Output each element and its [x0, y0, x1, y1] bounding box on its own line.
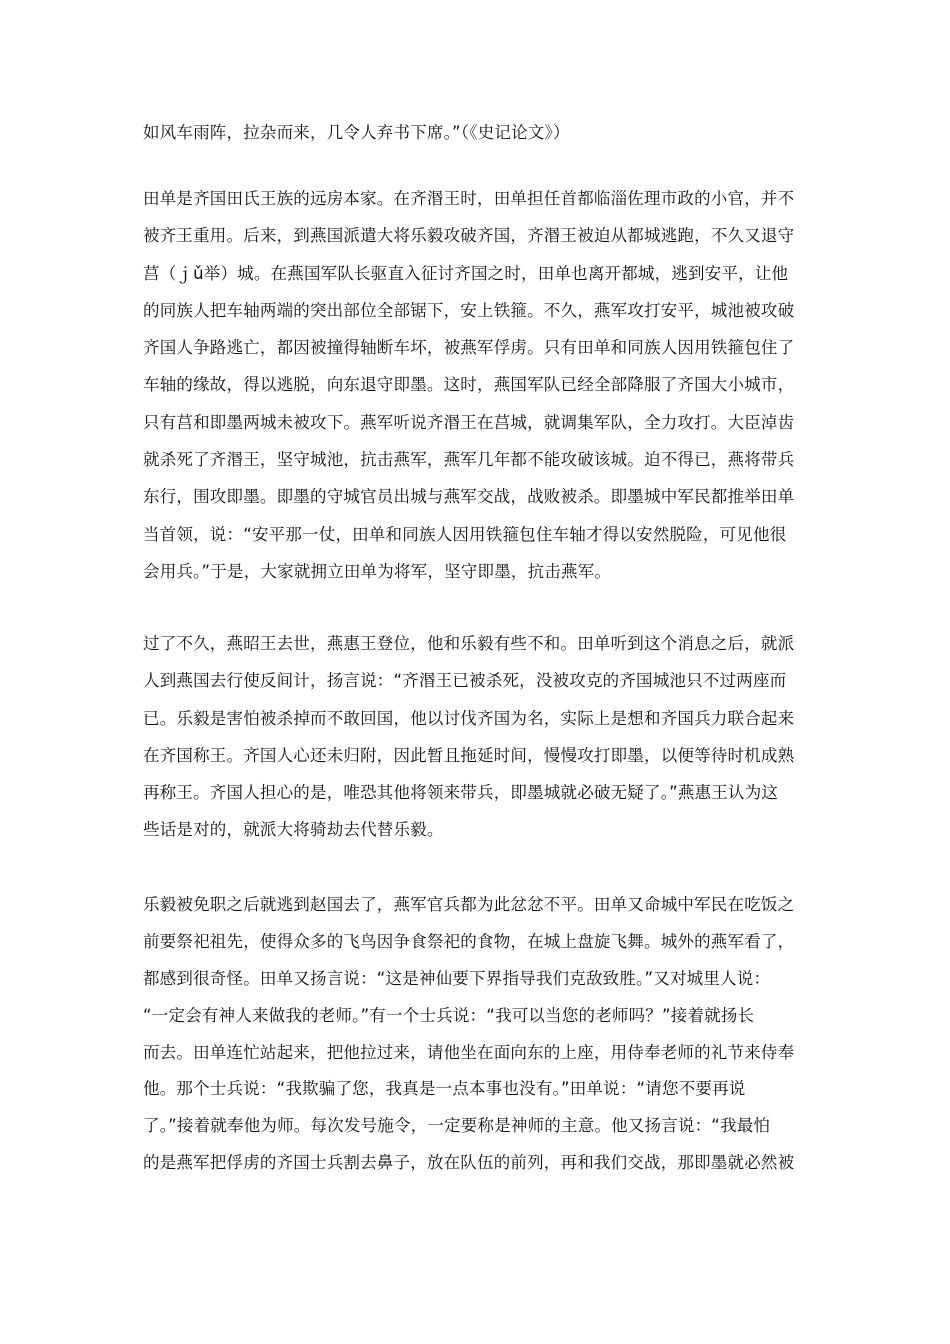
paragraph-line: 些话是对的，就派大将骑劫去代替乐毅。 [143, 820, 444, 840]
paragraph-line: 被齐王重用。后来，到燕国派遣大将乐毅攻破齐国，齐湣王被迫从都城逃跑，不久又退守 [143, 226, 795, 246]
paragraph-line: “一定会有神人来做我的老师。”有一个士兵说：“我可以当您的老师吗？”接着就扬长 [143, 1005, 755, 1025]
paragraph-line: 齐国人争路逃亡，都因被撞得轴断车坏，被燕军俘虏。只有田单和同族人因用铁箍包住了 [143, 338, 795, 358]
paragraph-line: 已。乐毅是害怕被杀掉而不敢回国，他以讨伐齐国为名，实际上是想和齐国兵力联合起来 [143, 708, 795, 728]
paragraph-line: 前要祭祀祖先，使得众多的飞鸟因争食祭祀的食物，在城上盘旋飞舞。城外的燕军看了， [143, 931, 795, 951]
paragraph-line: 而去。田单连忙站起来，把他拉过来，请他坐在面向东的上座，用侍奉老师的礼节来侍奉 [143, 1042, 795, 1062]
paragraph-line: 人到燕国去行使反间计，扬言说：“齐湣王已被杀死，没被攻克的齐国城池只不过两座而 [143, 671, 787, 691]
paragraph-line: 当首领，说：“安平那一仗，田单和同族人因用铁箍包住车轴才得以安然脱险，可见他很 [143, 524, 787, 544]
paragraph-1 [143, 180, 813, 590]
paragraph-line: 在齐国称王。齐国人心还未归附，因此暂且拖延时间，慢慢攻打即墨，以便等待时机成熟 [143, 745, 795, 765]
paragraph-line: 莒（ｊǔ举）城。在燕国军队长驱直入征讨齐国之时，田单也离开都城，逃到安平，让他 [143, 263, 789, 283]
paragraph-line: 车轴的缘故，得以逃脱，向东退守即墨。这时，燕国军队已经全部降服了齐国大小城市， [143, 375, 795, 395]
paragraph-line: 乐毅被免职之后就逃到赵国去了，燕军官兵都为此忿忿不平。田单又命城中军民在吃饭之 [143, 895, 795, 914]
paragraph-3 [143, 887, 813, 1182]
paragraph-line: 东行，围攻即墨。即墨的守城官员出城与燕军交战，战败被杀。即墨城中军民都推举田单 [143, 487, 795, 507]
paragraph-line: 就杀死了齐湣王，坚守城池，抗击燕军，燕军几年都不能攻破该城。迫不得已，燕将带兵 [143, 450, 795, 470]
paragraph-line: 会用兵。”于是，大家就拥立田单为将军，坚守即墨，抗击燕军。 [143, 561, 612, 581]
paragraph-2 [143, 625, 813, 849]
paragraph-line: 的是燕军把俘虏的齐国士兵割去鼻子，放在队伍的前列，再和我们交战，那即墨就必然被 [143, 1153, 795, 1173]
paragraph-line: 都感到很奇怪。田单又扬言说：“这是神仙要下界指导我们克敌致胜。”又对城里人说： [143, 968, 771, 988]
paragraph-line: 了。”接着就奉他为师。每次发号施令，一定要称是神师的主意。他又扬言说：“我最怕 [143, 1116, 771, 1136]
paragraph-line: 的同族人把车轴两端的突出部位全部锯下，安上铁箍。不久，燕军攻打安平，城池被攻破 [143, 300, 795, 320]
paragraph-line: 只有莒和即墨两城未被攻下。燕军听说齐湣王在莒城，就调集军队，全力攻打。大臣淖齿 [143, 412, 795, 432]
paragraph-line: 过了不久，燕昭王去世，燕惠王登位，他和乐毅有些不和。田单听到这个消息之后，就派 [143, 634, 795, 653]
paragraph-line: 田单是齐国田氏王族的远房本家。在齐湣王时，田单担任首都临淄佐理市政的小官，并不 [143, 189, 795, 208]
paragraph-line: 他。那个士兵说：“我欺骗了您，我真是一点本事也没有。”田单说：“请您不要再说 [143, 1079, 746, 1099]
paragraph-line: 再称王。齐国人担心的是，唯恐其他将领来带兵，即墨城就必破无疑了。”燕惠王认为这 [143, 783, 779, 803]
lead-quote-line: 如风车雨阵，拉杂而来，几令人弃书下席。”（《史记论文》） [143, 123, 570, 142]
